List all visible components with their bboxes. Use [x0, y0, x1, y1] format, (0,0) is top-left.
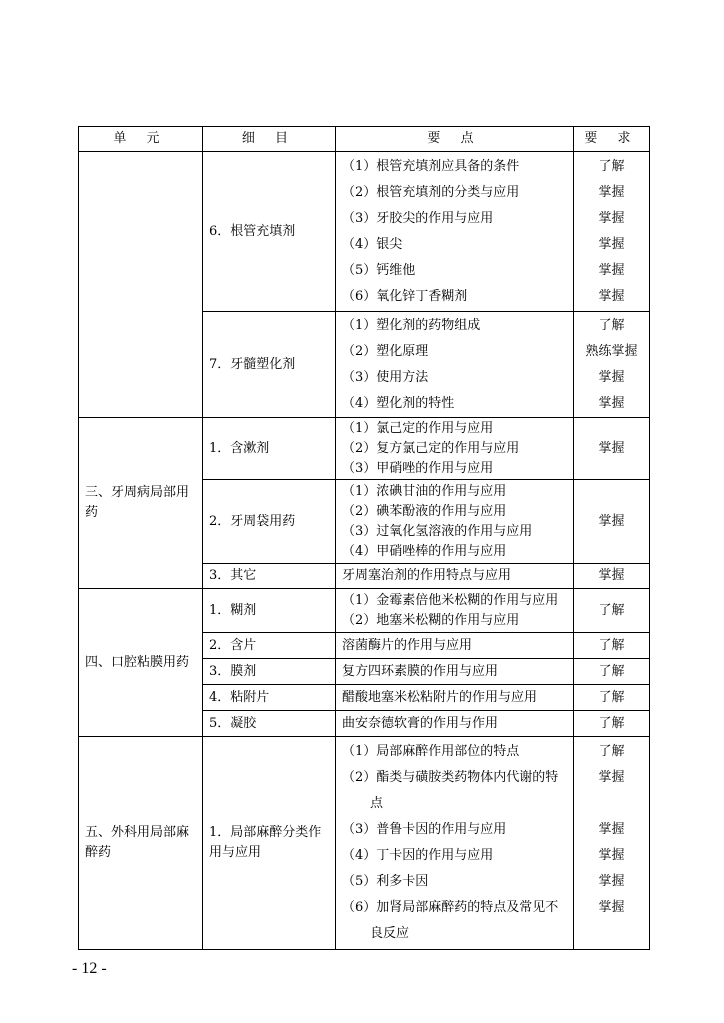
- point-line: （5）利多卡因: [342, 874, 429, 889]
- point-line: 掌握: [598, 822, 625, 837]
- req-cell: [574, 152, 650, 312]
- item-cell: 4．粘附片: [203, 685, 336, 711]
- req-cell: 了解: [574, 711, 650, 737]
- point-line: （3）普鲁卡因的作用与应用: [342, 822, 507, 837]
- item-cell: 6．根管充填剂: [203, 152, 336, 312]
- point-line: （2）根管充填剂的分类与应用: [342, 184, 520, 200]
- req-cell: 了解: [574, 633, 650, 659]
- point-line: 了解: [598, 158, 625, 174]
- points-cell: [336, 737, 574, 950]
- point-line: 掌握: [598, 770, 625, 785]
- point-line: （4）丁卡因的作用与应用: [342, 848, 494, 863]
- req-cell: [574, 737, 650, 950]
- point-line: （2）地塞米松糊的作用与应用: [342, 612, 520, 628]
- point-line: （3）过氧化氢溶液的作用与应用: [342, 523, 533, 539]
- header-req: 要 求: [574, 127, 650, 152]
- point-line: 掌握: [598, 369, 625, 385]
- point-line: （3）使用方法: [342, 369, 429, 385]
- item-cell: 3．膜剂: [203, 659, 336, 685]
- point-line: 了解: [598, 744, 625, 759]
- req-cell: 了解: [574, 685, 650, 711]
- header-points: 要 点: [336, 127, 574, 152]
- points-cell: [336, 418, 574, 480]
- table-row: [79, 418, 650, 480]
- points-cell: [336, 480, 574, 564]
- syllabus-table: [78, 126, 650, 950]
- req-cell: 了解: [574, 659, 650, 685]
- points-cell: [336, 312, 574, 418]
- point-line: （2）塑化原理: [342, 343, 429, 359]
- point-line: （1）浓碘甘油的作用与应用: [342, 483, 507, 499]
- point-line: 掌握: [598, 874, 625, 889]
- point-line: 掌握: [598, 236, 625, 252]
- req-cell: 了解: [574, 589, 650, 633]
- point-line: （2）碘苯酚液的作用与应用: [342, 503, 507, 519]
- point-line: （2）复方氯己定的作用与应用: [342, 440, 520, 456]
- point-line: （6）加肾局部麻醉药的特点及常见不: [342, 900, 559, 915]
- unit-cell: 三、牙周病局部用药: [79, 418, 203, 589]
- point-line: 熟练掌握: [585, 343, 638, 359]
- item-cell: 7．牙髓塑化剂: [203, 312, 336, 418]
- points-cell: 复方四环素膜的作用与应用: [336, 659, 574, 685]
- header-item: 细 目: [203, 127, 336, 152]
- points-cell: 醋酸地塞米松粘附片的作用与应用: [336, 685, 574, 711]
- points-cell: 牙周塞治剂的作用特点与应用: [336, 564, 574, 589]
- point-line: （1）金霉素倍他米松糊的作用与应用: [342, 592, 559, 608]
- point-line: 掌握: [598, 288, 625, 304]
- point-line: （4）甲硝唑棒的作用与应用: [342, 543, 507, 559]
- point-line: （5）钙维他: [342, 262, 416, 278]
- point-line: 掌握: [598, 184, 625, 200]
- point-line: 掌握: [598, 210, 625, 226]
- item-cell: 1．含漱剂: [203, 418, 336, 480]
- req-cell: 掌握: [574, 480, 650, 564]
- point-line: （1）塑化剂的药物组成: [342, 317, 481, 333]
- req-cell: [574, 312, 650, 418]
- point-line: （6）氧化锌丁香糊剂: [342, 288, 468, 304]
- page-number: - 12 -: [72, 960, 107, 977]
- header-row: [79, 127, 650, 152]
- header-unit: 单 元: [79, 127, 203, 152]
- point-line: [580, 921, 643, 947]
- table-row: [79, 152, 650, 312]
- points-cell: 曲安奈德软膏的作用与作用: [336, 711, 574, 737]
- point-line: 掌握: [598, 395, 625, 411]
- req-cell: 掌握: [574, 418, 650, 480]
- req-cell: 掌握: [574, 564, 650, 589]
- point-line: （1）根管充填剂应具备的条件: [342, 158, 520, 174]
- item-cell: 3．其它: [203, 564, 336, 589]
- item-cell: 2．牙周袋用药: [203, 480, 336, 564]
- item-cell: 2．含片: [203, 633, 336, 659]
- point-line: （1）氯己定的作用与应用: [342, 420, 494, 436]
- unit-cell: 五、外科用局部麻醉药: [79, 737, 203, 950]
- table-row: [79, 737, 650, 950]
- point-line: 掌握: [598, 262, 625, 278]
- point-line: [580, 791, 643, 817]
- point-line: 掌握: [598, 900, 625, 915]
- unit-cell-empty: [79, 152, 203, 418]
- point-line: （3）牙胶尖的作用与应用: [342, 210, 494, 226]
- point-line: （4）银尖: [342, 236, 403, 252]
- point-line: （1）局部麻醉作用部位的特点: [342, 744, 520, 759]
- item-cell: 5．凝胶: [203, 711, 336, 737]
- point-line: 点: [370, 796, 384, 811]
- point-line: 了解: [598, 317, 625, 333]
- points-cell: 溶菌酶片的作用与应用: [336, 633, 574, 659]
- points-cell: [336, 589, 574, 633]
- unit-cell: 四、口腔粘膜用药: [79, 589, 203, 737]
- point-line: 良反应: [370, 926, 410, 941]
- table-row: [79, 589, 650, 633]
- points-cell: [336, 152, 574, 312]
- point-line: （2）酯类与磺胺类药物体内代谢的特: [342, 770, 559, 785]
- item-cell: 1．局部麻醉分类作用与应用: [203, 737, 336, 950]
- item-cell: 1．糊剂: [203, 589, 336, 633]
- point-line: （4）塑化剂的特性: [342, 395, 455, 411]
- point-line: （3）甲硝唑的作用与应用: [342, 460, 494, 476]
- point-line: 掌握: [598, 848, 625, 863]
